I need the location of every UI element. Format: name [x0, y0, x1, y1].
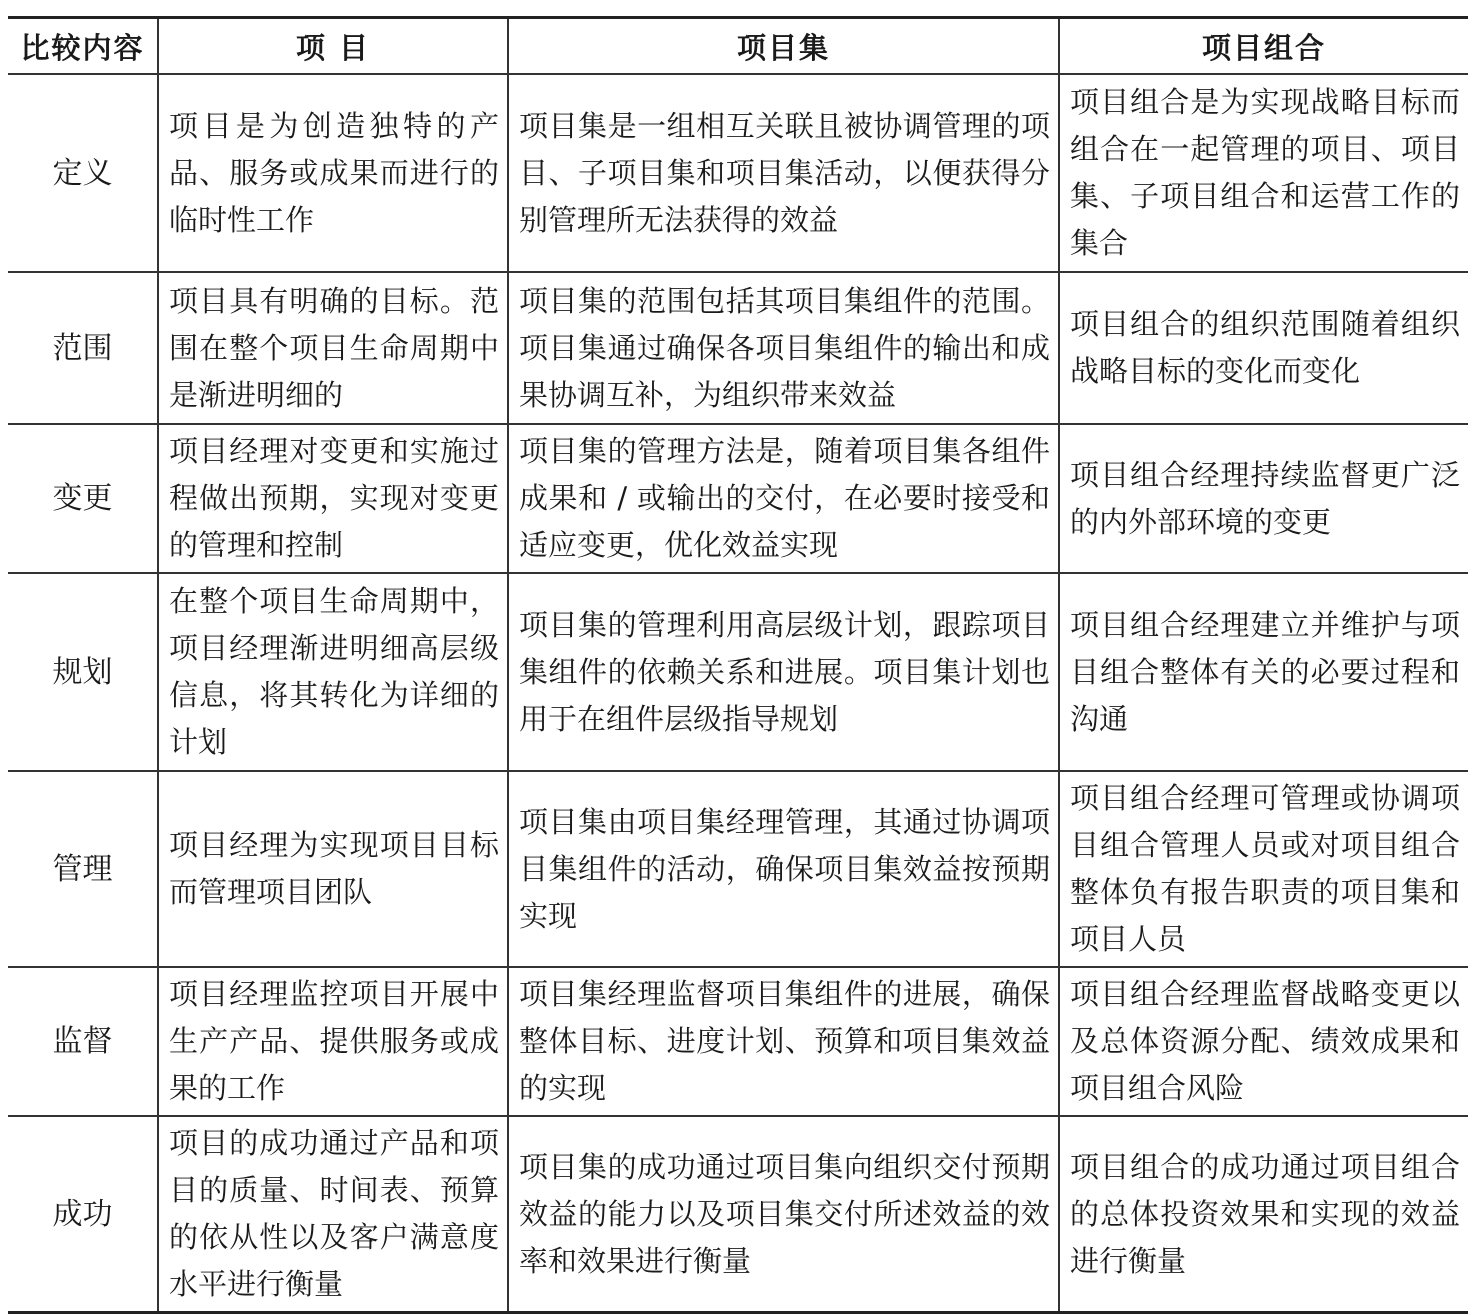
- program-cell: 项目集的管理利用高层级计划，跟踪项目集组件的依赖关系和进展。项目集计划也用于在组件层级指导规划: [508, 573, 1059, 771]
- project-cell: 项目是为创造独特的产品、服务或成果而进行的临时性工作: [158, 74, 508, 272]
- project-cell: 项目的成功通过产品和项目的质量、时间表、预算的依从性以及客户满意度水平进行衡量: [158, 1116, 508, 1313]
- table-row: [8, 74, 1468, 272]
- comparison-table: [8, 16, 1468, 1314]
- table-row: [8, 272, 1468, 424]
- project-cell: 项目经理监控项目开展中生产产品、提供服务或成果的工作: [158, 967, 508, 1116]
- header-project: 项 目: [158, 18, 508, 75]
- program-cell: 项目集的范围包括其项目集组件的范围。项目集通过确保各项目集组件的输出和成果协调互补，为组织带来效益: [508, 272, 1059, 424]
- table-row: [8, 771, 1468, 967]
- portfolio-cell: 项目组合是为实现战略目标而组合在一起管理的项目、项目集、子项目组合和运营工作的集合: [1059, 74, 1468, 272]
- portfolio-cell: 项目组合的成功通过项目组合的总体投资效果和实现的效益进行衡量: [1059, 1116, 1468, 1313]
- program-cell: 项目集经理监督项目集组件的进展，确保整体目标、进度计划、预算和项目集效益的实现: [508, 967, 1059, 1116]
- row-label: 管理: [8, 771, 158, 967]
- row-label: 规划: [8, 573, 158, 771]
- portfolio-cell: 项目组合经理监督战略变更以及总体资源分配、绩效成果和项目组合风险: [1059, 967, 1468, 1116]
- row-label: 监督: [8, 967, 158, 1116]
- table-body: [8, 74, 1468, 1313]
- portfolio-cell: 项目组合经理可管理或协调项目组合管理人员或对项目组合整体负有报告职责的项目集和项目人员: [1059, 771, 1468, 967]
- project-cell: 在整个项目生命周期中，项目经理渐进明细高层级信息，将其转化为详细的计划: [158, 573, 508, 771]
- table-row: [8, 1116, 1468, 1313]
- project-cell: 项目经理对变更和实施过程做出预期，实现对变更的管理和控制: [158, 424, 508, 573]
- table-row: [8, 424, 1468, 573]
- row-label: 成功: [8, 1116, 158, 1313]
- program-cell: 项目集的成功通过项目集向组织交付预期效益的能力以及项目集交付所述效益的效率和效果进行衡量: [508, 1116, 1059, 1313]
- table-row: [8, 573, 1468, 771]
- program-cell: 项目集的管理方法是，随着项目集各组件成果和 / 或输出的交付，在必要时接受和适应变更，优化效益实现: [508, 424, 1059, 573]
- table-row: [8, 967, 1468, 1116]
- portfolio-cell: 项目组合经理持续监督更广泛的内外部环境的变更: [1059, 424, 1468, 573]
- portfolio-cell: 项目组合的组织范围随着组织战略目标的变化而变化: [1059, 272, 1468, 424]
- row-label: 变更: [8, 424, 158, 573]
- row-label: 定义: [8, 74, 158, 272]
- portfolio-cell: 项目组合经理建立并维护与项目组合整体有关的必要过程和沟通: [1059, 573, 1468, 771]
- project-cell: 项目具有明确的目标。范围在整个项目生命周期中是渐进明细的: [158, 272, 508, 424]
- program-cell: 项目集是一组相互关联且被协调管理的项目、子项目集和项目集活动，以便获得分别管理所无法获得的效益: [508, 74, 1059, 272]
- table-header: [8, 18, 1468, 75]
- header-program: 项目集: [508, 18, 1059, 75]
- comparison-page: [8, 16, 1468, 1314]
- program-cell: 项目集由项目集经理管理，其通过协调项目集组件的活动，确保项目集效益按预期实现: [508, 771, 1059, 967]
- row-label: 范围: [8, 272, 158, 424]
- header-compare: 比较内容: [8, 18, 158, 75]
- header-portfolio: 项目组合: [1059, 18, 1468, 75]
- project-cell: 项目经理为实现项目目标而管理项目团队: [158, 771, 508, 967]
- header-row: [8, 18, 1468, 75]
